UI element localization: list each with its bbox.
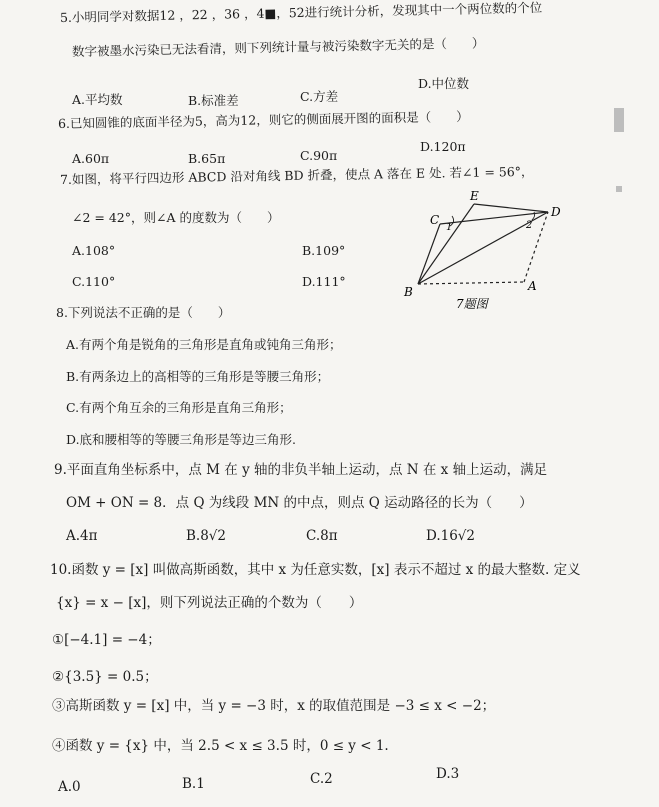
q7-option-a: A.108° (72, 243, 116, 258)
q6-option-d: D.120π (420, 139, 466, 154)
edge-BE (418, 204, 474, 284)
q7-line1: 7.如图，将平行四边形 ABCD 沿对角线 BD 折叠，使点 A 落在 E 处. 若∠1 = 56°， (59, 163, 534, 187)
scan-mark (616, 186, 622, 192)
q10-line2: {x} = x − [x]，则下列说法正确的个数为（ ） (56, 595, 363, 611)
edge-ED (474, 204, 548, 212)
q5-line1: 5.小明同学对数据12 ，22 ，36 ，4■，52进行统计分析，发现其中一个两位数的个位 (59, 0, 543, 25)
label-b: B (404, 285, 413, 299)
q6-option-b: B.65π (188, 151, 226, 166)
q5-line2: 数字被墨水污染已无法看清，则下列统计量与被污染数字无关的是（ ） (71, 35, 485, 59)
q5-option-b: B.标准差 (188, 93, 239, 108)
q10-item-4: ④函数 y = {x} 中，当 2.5 < x ≤ 3.5 时，0 ≤ y < 1. (52, 738, 389, 754)
label-e: E (470, 189, 479, 203)
label-c: C (430, 213, 440, 227)
q8-option-d: D.底和腰相等的等腰三角形是等边三角形. (66, 432, 297, 447)
q7-line2: ∠2 = 42°，则∠A 的度数为（ ） (72, 210, 280, 225)
q9-option-c: C.8π (306, 528, 338, 544)
q7-option-b: B.109° (302, 243, 346, 258)
q6-option-a: A.60π (72, 151, 110, 166)
edge-BA (418, 282, 524, 284)
q7-option-d: D.111° (302, 274, 346, 289)
q10-item-2: ②{3.5} = 0.5； (52, 669, 158, 685)
q8-option-c: C.有两个角互余的三角形是直角三角形； (66, 400, 292, 415)
q10-option-c: C.2 (310, 771, 333, 787)
q10-line1: 10.函数 y = [x] 叫做高斯函数，其中 x 为任意实数，[x] 表示不超过 x 的最大整数. 定义 (50, 562, 581, 578)
q7-figure (400, 186, 570, 316)
q9-option-a: A.4π (66, 528, 98, 544)
q9-option-b: B.8√2 (186, 528, 226, 544)
q5-option-d: D.中位数 (418, 76, 470, 91)
q10-option-d: D.3 (436, 766, 460, 782)
figure-caption: 7题图 (456, 297, 488, 311)
q8-line1: 8.下列说法不正确的是（ ） (56, 305, 231, 320)
q6-line1: 6.已知圆锥的底面半径为5，高为12，则它的侧面展开图的面积是（ ） (57, 108, 469, 131)
label-angle-1: 1 (446, 222, 453, 233)
q7-option-c: C.110° (72, 274, 116, 289)
q9-line1: 9.平面直角坐标系中，点 M 在 y 轴的非负半轴上运动，点 N 在 x 轴上运动，满足 (54, 462, 548, 478)
edge-BC (418, 224, 440, 284)
q8-option-b: B.有两条边上的高相等的三角形是等腰三角形； (66, 369, 330, 384)
q10-item-3: ③高斯函数 y = [x] 中，当 y = −3 时，x 的取值范围是 −3 ≤ x < −2； (52, 698, 496, 714)
q6-option-c: C.90π (300, 148, 338, 163)
q8-option-a: A.有两个角是锐角的三角形是直角或钝角三角形； (66, 337, 342, 352)
q5-option-a: A.平均数 (72, 92, 123, 107)
label-a: A (528, 279, 537, 293)
label-angle-2: 2 (526, 220, 533, 231)
q9-option-d: D.16√2 (426, 528, 476, 544)
q9-line2: OM + ON = 8．点 Q 为线段 MN 的中点，则点 Q 运动路径的长为（ ） (66, 495, 533, 511)
q10-option-b: B.1 (182, 776, 205, 792)
q10-item-1: ①[−4.1] = −4； (52, 632, 161, 648)
label-d: D (551, 205, 561, 219)
q10-option-a: A.0 (58, 779, 81, 795)
scan-mark (614, 108, 624, 132)
q5-option-c: C.方差 (300, 89, 339, 104)
